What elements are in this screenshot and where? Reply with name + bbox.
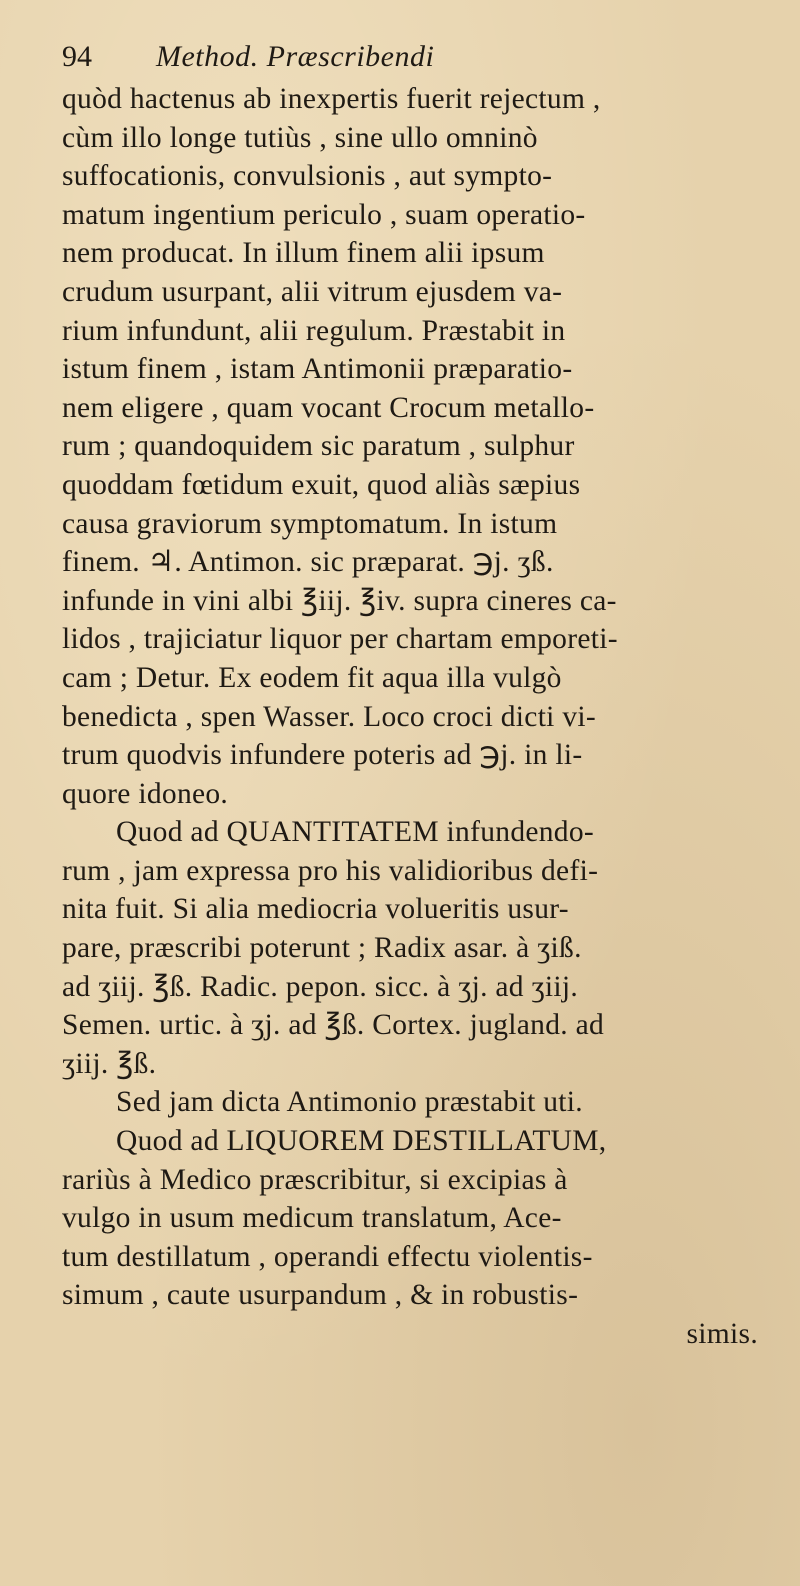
text-line: quore idoneo. — [62, 777, 229, 810]
text-line: benedicta , spen Wasser. Loco croci dicti vi- — [62, 700, 597, 733]
text-line: quòd hactenus ab inexpertis fuerit rejectum , — [62, 83, 601, 115]
text-line: vulgo in usum medicum translatum, Ace- — [62, 1202, 562, 1235]
text-line: Semen. urtic. à ʒj. ad ℥ß. Cortex. jugland. ad — [62, 1009, 605, 1042]
text-line: infunde in vini albi ℥iij. ℥iv. supra cineres ca- — [62, 584, 617, 617]
text-line: tum destillatum , operandi effectu violentis- — [62, 1240, 593, 1273]
text-line: crudum usurpant, alii vitrum ejusdem va- — [62, 275, 563, 308]
text-line: quoddam fœtidum exuit, quod aliàs sæpius — [62, 468, 581, 501]
text-line: nem eligere , quam vocant Crocum metallo- — [62, 391, 595, 424]
text-line: rariùs à Medico præscribitur, si excipias à — [62, 1163, 568, 1196]
text-line: cam ; Detur. Ex eodem fit aqua illa vulgò — [62, 661, 562, 694]
text-line: nem producat. In illum finem alii ipsum — [62, 237, 545, 270]
body-text — [62, 80, 782, 1354]
text-line: nita fuit. Si alia mediocria volueritis usur- — [62, 893, 569, 926]
text-line: finem. ♃. Antimon. sic præparat. ℈j. ʒß. — [62, 546, 554, 579]
text-line: ʒiij. ℥ß. — [62, 1047, 157, 1080]
text-line: istum finem , istam Antimonii præparatio- — [62, 353, 573, 386]
text-line: lidos , trajiciatur liquor per chartam emporeti- — [62, 623, 618, 656]
paragraph-start-line: Quod ad LIQUOREM DESTILLATUM, — [116, 1125, 607, 1158]
page-number: 94 — [62, 40, 92, 73]
text-line: simum , caute usurpandum , & in robustis- — [62, 1279, 579, 1312]
text-line: trum quodvis infundere poteris ad ℈j. in li- — [62, 739, 583, 772]
paragraph-start-line: Quod ad QUANTITATEM infundendo- — [116, 816, 595, 849]
text-line: rum ; quandoquidem sic paratum , sulphur — [62, 430, 575, 463]
text-line: causa graviorum symptomatum. In istum — [62, 507, 558, 540]
running-head: Method. Præscribendi — [156, 40, 435, 73]
text-line: rum , jam expressa pro his validioribus defi- — [62, 854, 599, 887]
text-line: suffocationis, convulsionis , aut sympto- — [62, 160, 553, 193]
text-line: pare, præscribi poterunt ; Radix asar. à ʒiß. — [62, 932, 582, 965]
text-line: rium infundunt, alii regulum. Præstabit in — [62, 314, 566, 347]
text-line: cùm illo longe tutiùs , sine ullo omninò — [62, 121, 538, 154]
text-line: simis. — [686, 1318, 758, 1350]
text-line: matum ingentium periculo , suam operatio- — [62, 198, 586, 231]
paragraph-start-line: Sed jam dicta Antimonio præstabit uti. — [116, 1086, 583, 1119]
text-line: ad ʒiij. ℥ß. Radic. pepon. sicc. à ʒj. ad ʒiij. — [62, 970, 579, 1003]
